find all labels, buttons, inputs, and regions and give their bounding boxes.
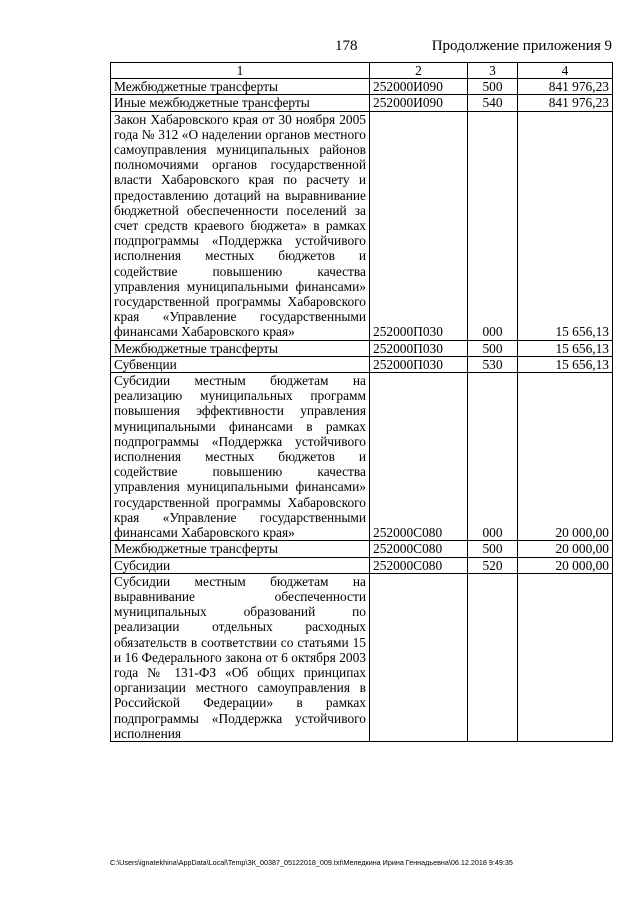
table-row [111,340,613,356]
row-amount-cell: 20 000,00 [518,373,613,541]
row-name-cell: Межбюджетные трансферты [111,79,370,95]
row-code-cell: 252000П030 [370,356,468,372]
row-amount-cell: 20 000,00 [518,557,613,573]
row-name-cell: Субсидии [111,557,370,573]
table-row [111,573,613,741]
row-type-cell: 000 [468,373,518,541]
row-type-cell: 500 [468,340,518,356]
row-code-cell: 252000П030 [370,340,468,356]
row-amount-cell: 15 656,13 [518,111,613,340]
continuation-label: Продолжение приложения 9 [431,38,612,54]
row-name-cell: Субсидии местным бюджетам на реализацию муниципальных программ повышения эффективности управления муниципальными финансами в рамках подпрограммы «Поддержка устойчивого исполнения местных бюджетов и содействие повышению качества управления муниципальными финансами» государственной программы Хабаровского края «Управление государственными финансами Хабаровского края» [111,373,370,541]
row-type-cell: 530 [468,356,518,372]
row-amount-cell: 841 976,23 [518,95,613,111]
table-header-row [111,63,613,79]
row-type-cell: 500 [468,541,518,557]
row-name-cell: Субвенции [111,356,370,372]
column-header-2: 2 [370,63,468,79]
row-name-cell: Межбюджетные трансферты [111,340,370,356]
row-type-cell: 500 [468,79,518,95]
row-code-cell: 252000И090 [370,95,468,111]
table-row [111,79,613,95]
table-row [111,541,613,557]
row-code-cell: 252000И090 [370,79,468,95]
row-code-cell: 252000С080 [370,373,468,541]
row-code-cell: 252000С080 [370,541,468,557]
column-header-3: 3 [468,63,518,79]
budget-table [110,62,613,742]
table-row [111,95,613,111]
row-name-cell: Межбюджетные трансферты [111,541,370,557]
row-name-cell: Закон Хабаровского края от 30 ноября 2005 года № 312 «О наделении органов местного самоуправления муниципальных районов полномочиями органов государственной власти Хабаровского края по расчету и предоставлению дотаций на выравнивание бюджетной обеспеченности поселений за счет средств краевого бюджета» в рамках подпрограммы «Поддержка устойчивого исполнения местных бюджетов и содействие повышению качества управления муниципальными финансами» государственной программы Хабаровского края «Управление государственными финансами Хабаровского края» [111,111,370,340]
row-type-cell: 520 [468,557,518,573]
row-amount-cell: 15 656,13 [518,340,613,356]
row-amount-cell [518,573,613,741]
table-row [111,373,613,541]
row-code-cell [370,573,468,741]
row-type-cell: 000 [468,111,518,340]
file-path-footer: C:\Users\ignatekhina\AppData\Local\Temp\ЗК_00387_05122018_009.txt\Меледкина Ирина Геннадьевна\06.12.2018 9:49:35 [110,858,513,867]
table-row [111,557,613,573]
row-name-cell: Иные межбюджетные трансферты [111,95,370,111]
budget-table-body [111,63,613,742]
row-name-cell: Субсидии местным бюджетам на выравнивание обеспеченности муниципальных образований по реализации отдельных расходных обязательств в соответствии со статьями 15 и 16 Федерального закона от 6 октября 2003 года № 131-ФЗ «Об общих принципах организации местного самоуправления в Российской Федерации» в рамках подпрограммы «Поддержка устойчивого исполнения [111,573,370,741]
table-row [111,356,613,372]
row-code-cell: 252000П030 [370,111,468,340]
page-number: 178 [335,38,358,54]
row-amount-cell: 841 976,23 [518,79,613,95]
row-amount-cell: 15 656,13 [518,356,613,372]
table-row [111,111,613,340]
column-header-4: 4 [518,63,613,79]
row-code-cell: 252000С080 [370,557,468,573]
row-type-cell: 540 [468,95,518,111]
column-header-1: 1 [111,63,370,79]
row-amount-cell: 20 000,00 [518,541,613,557]
row-type-cell [468,573,518,741]
